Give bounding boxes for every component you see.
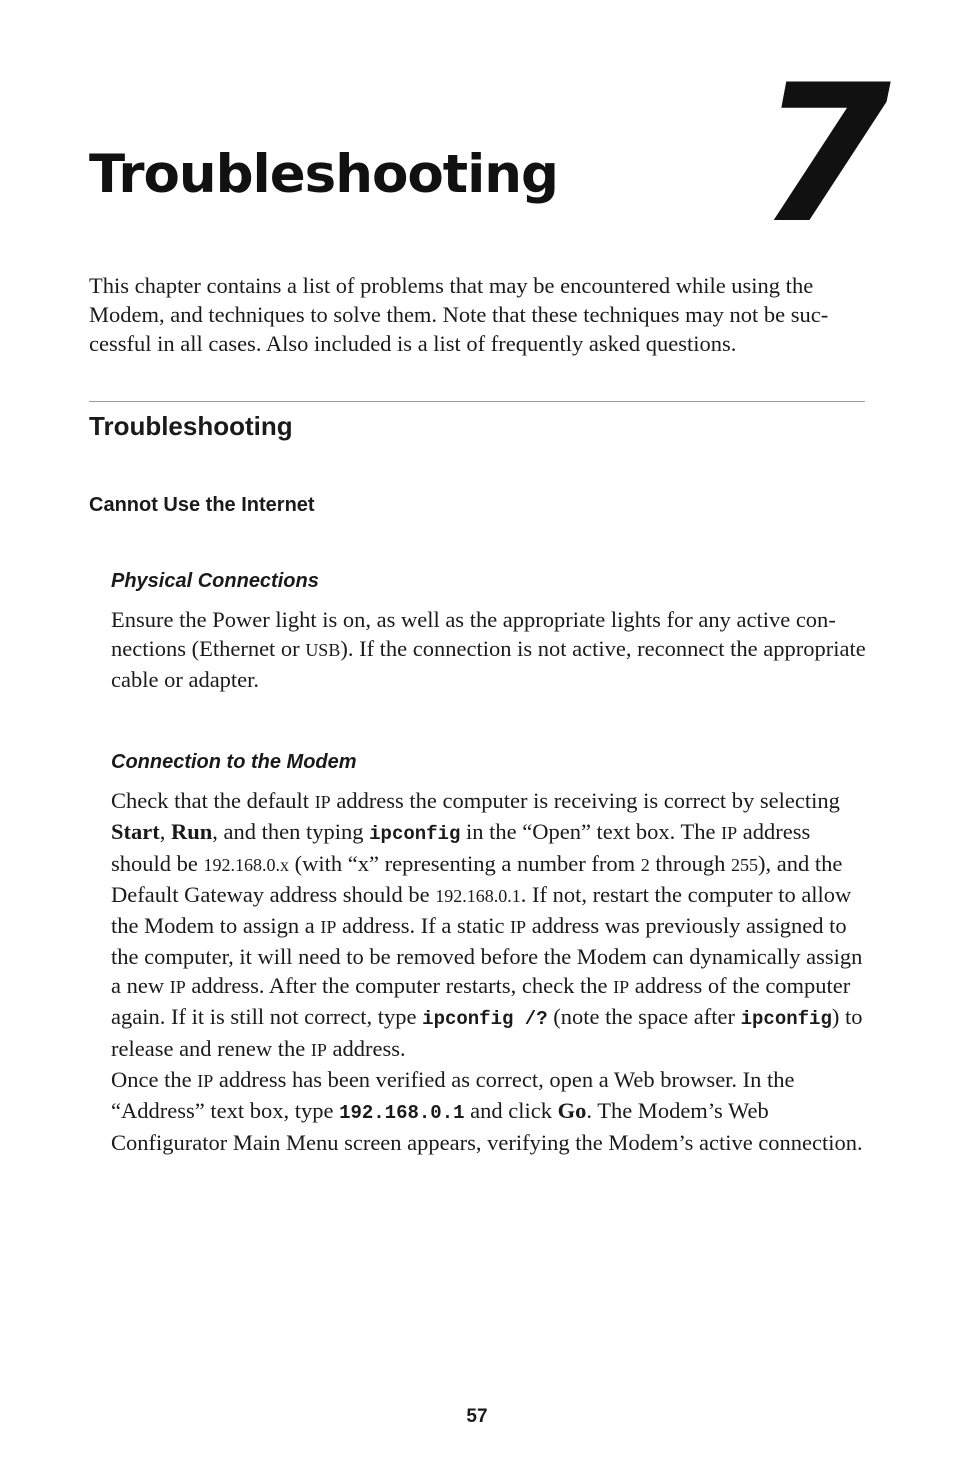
modem-connection-heading: Connection to the Modem xyxy=(111,751,357,773)
chapter-number: 7 xyxy=(758,44,892,265)
section-heading: Troubleshooting xyxy=(89,411,293,441)
chapter-title: Troubleshooting xyxy=(89,144,558,205)
physical-connections-heading: Physical Connections xyxy=(111,570,319,592)
subsection-heading: Cannot Use the Internet xyxy=(89,494,315,516)
chapter-intro: This chapter contains a list of problems that may be encountered while using the Modem, and techniques to solve them. Note that these techniques may not be successful in all cases. Also included is a list of frequently asked questions. xyxy=(89,273,829,356)
modem-connection-text: Check that the default IP address the computer is receiving is correct by selecting Start, Run, and then typing ipconfig in the “Open” text box. The IP address should be 192.168.0.x (with “x” representing a number from 2 through 255), and the Default Gateway address should be 192.168.0.1. If not, restart the computer to allow the Modem to assign a IP address. If a static IP address was previously assigned to the computer, it will need to be removed before the Modem can dynamically assign a new IP address. After the computer restarts, check the IP address of the computer again. If it is still not correct, type ipconfig /? (note the space after ipconfig) to release and renew the IP address. Once the IP address has been verified as correct, open a Web browser. In the “Address” text box, type 192.168.0.1 and click Go. The Modem’s Web Configurator Main Menu screen appears, verifying the Modem’s active connection. xyxy=(111,788,863,1155)
page-number: 57 xyxy=(466,1406,488,1427)
physical-connections-text: Ensure the Power light is on, as well as the appropriate lights for any active connections (Ethernet or USB). If the connection is not active, reconnect the appropriate cable or adapter. xyxy=(111,607,866,692)
section-divider xyxy=(89,401,865,402)
